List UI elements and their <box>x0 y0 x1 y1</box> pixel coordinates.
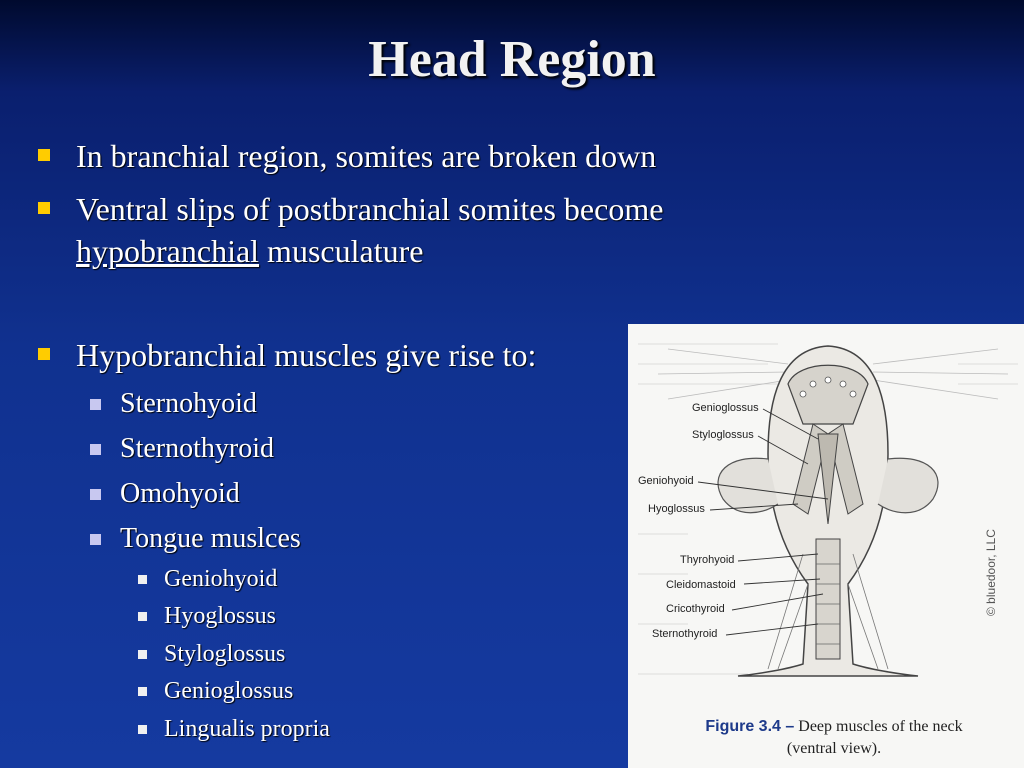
bullet-marker <box>138 612 147 621</box>
sub-bullet-item <box>90 476 240 512</box>
bullet-marker <box>38 149 50 161</box>
sub-bullet-text: Sternohyoid <box>120 388 257 419</box>
neck-muscle-illustration <box>628 324 1024 768</box>
bullet-text: Hypobranchial muscles give rise to: <box>76 337 537 373</box>
sub-bullet-text: Omohyoid <box>120 478 240 509</box>
tongue-bullet-item <box>138 639 285 669</box>
figure-caption-text: Deep muscles of the neck <box>794 718 963 735</box>
sub-bullet-item <box>90 386 257 422</box>
bullet-marker <box>38 202 50 214</box>
bullet-marker <box>38 348 50 360</box>
figure-caption-line2: (ventral view). <box>786 740 882 757</box>
bullet-text <box>38 188 836 272</box>
bullet-text: In branchial region, somites are broken down <box>76 138 657 174</box>
sub-bullet-text: Tongue muslces <box>120 523 301 554</box>
label-thyrohyoid: Thyrohyoid <box>680 554 735 566</box>
sub-bullet-item <box>90 431 274 467</box>
tongue-bullet-text: Hyoglossus <box>164 603 277 629</box>
bullet-marker <box>90 489 101 500</box>
slide-title: Head Region <box>368 31 656 88</box>
bullet-marker <box>138 650 147 659</box>
label-cricothyroid: Cricothyroid <box>666 603 725 615</box>
sub-bullet-text: Sternothyroid <box>120 433 274 464</box>
tongue-bullet-item <box>138 601 276 631</box>
tongue-bullet-text: Styloglossus <box>164 641 286 667</box>
tongue-bullet-text: Genioglossus <box>164 678 294 704</box>
bullet-item <box>38 135 836 177</box>
term-hypobranchial: hypobranchial <box>76 233 260 269</box>
figure-caption <box>674 716 994 760</box>
label-styloglossus: Styloglossus <box>692 429 754 441</box>
sub-bullet-item <box>90 521 301 557</box>
bullet-marker <box>138 725 147 734</box>
anatomy-figure <box>628 324 1024 768</box>
bullet-text-part: musculature <box>259 233 424 269</box>
label-cleidomastoid: Cleidomastoid <box>666 579 736 591</box>
tongue-bullet-text: Lingualis propria <box>164 716 330 742</box>
bullet-marker <box>138 687 147 696</box>
bullet-marker <box>90 534 101 545</box>
tongue-bullet-text: Geniohyoid <box>164 566 278 592</box>
bullet-item <box>38 188 836 272</box>
tongue-bullet-item <box>138 714 330 744</box>
label-hyoglossus: Hyoglossus <box>648 503 705 515</box>
tongue-bullet-item <box>138 564 277 594</box>
bullet-marker <box>138 575 147 584</box>
figure-number: Figure 3.4 – <box>705 718 795 735</box>
tongue-bullet-item <box>138 676 293 706</box>
copyright-notice: © bluedoor, LLC <box>984 529 998 616</box>
label-geniohyoid: Geniohyoid <box>638 475 694 487</box>
label-sternothyroid: Sternothyroid <box>652 628 718 640</box>
bullet-marker <box>90 399 101 410</box>
bullet-text-part: Ventral slips of postbranchial somites become <box>76 191 664 227</box>
bullet-marker <box>90 444 101 455</box>
label-genioglossus: Genioglossus <box>692 402 759 414</box>
